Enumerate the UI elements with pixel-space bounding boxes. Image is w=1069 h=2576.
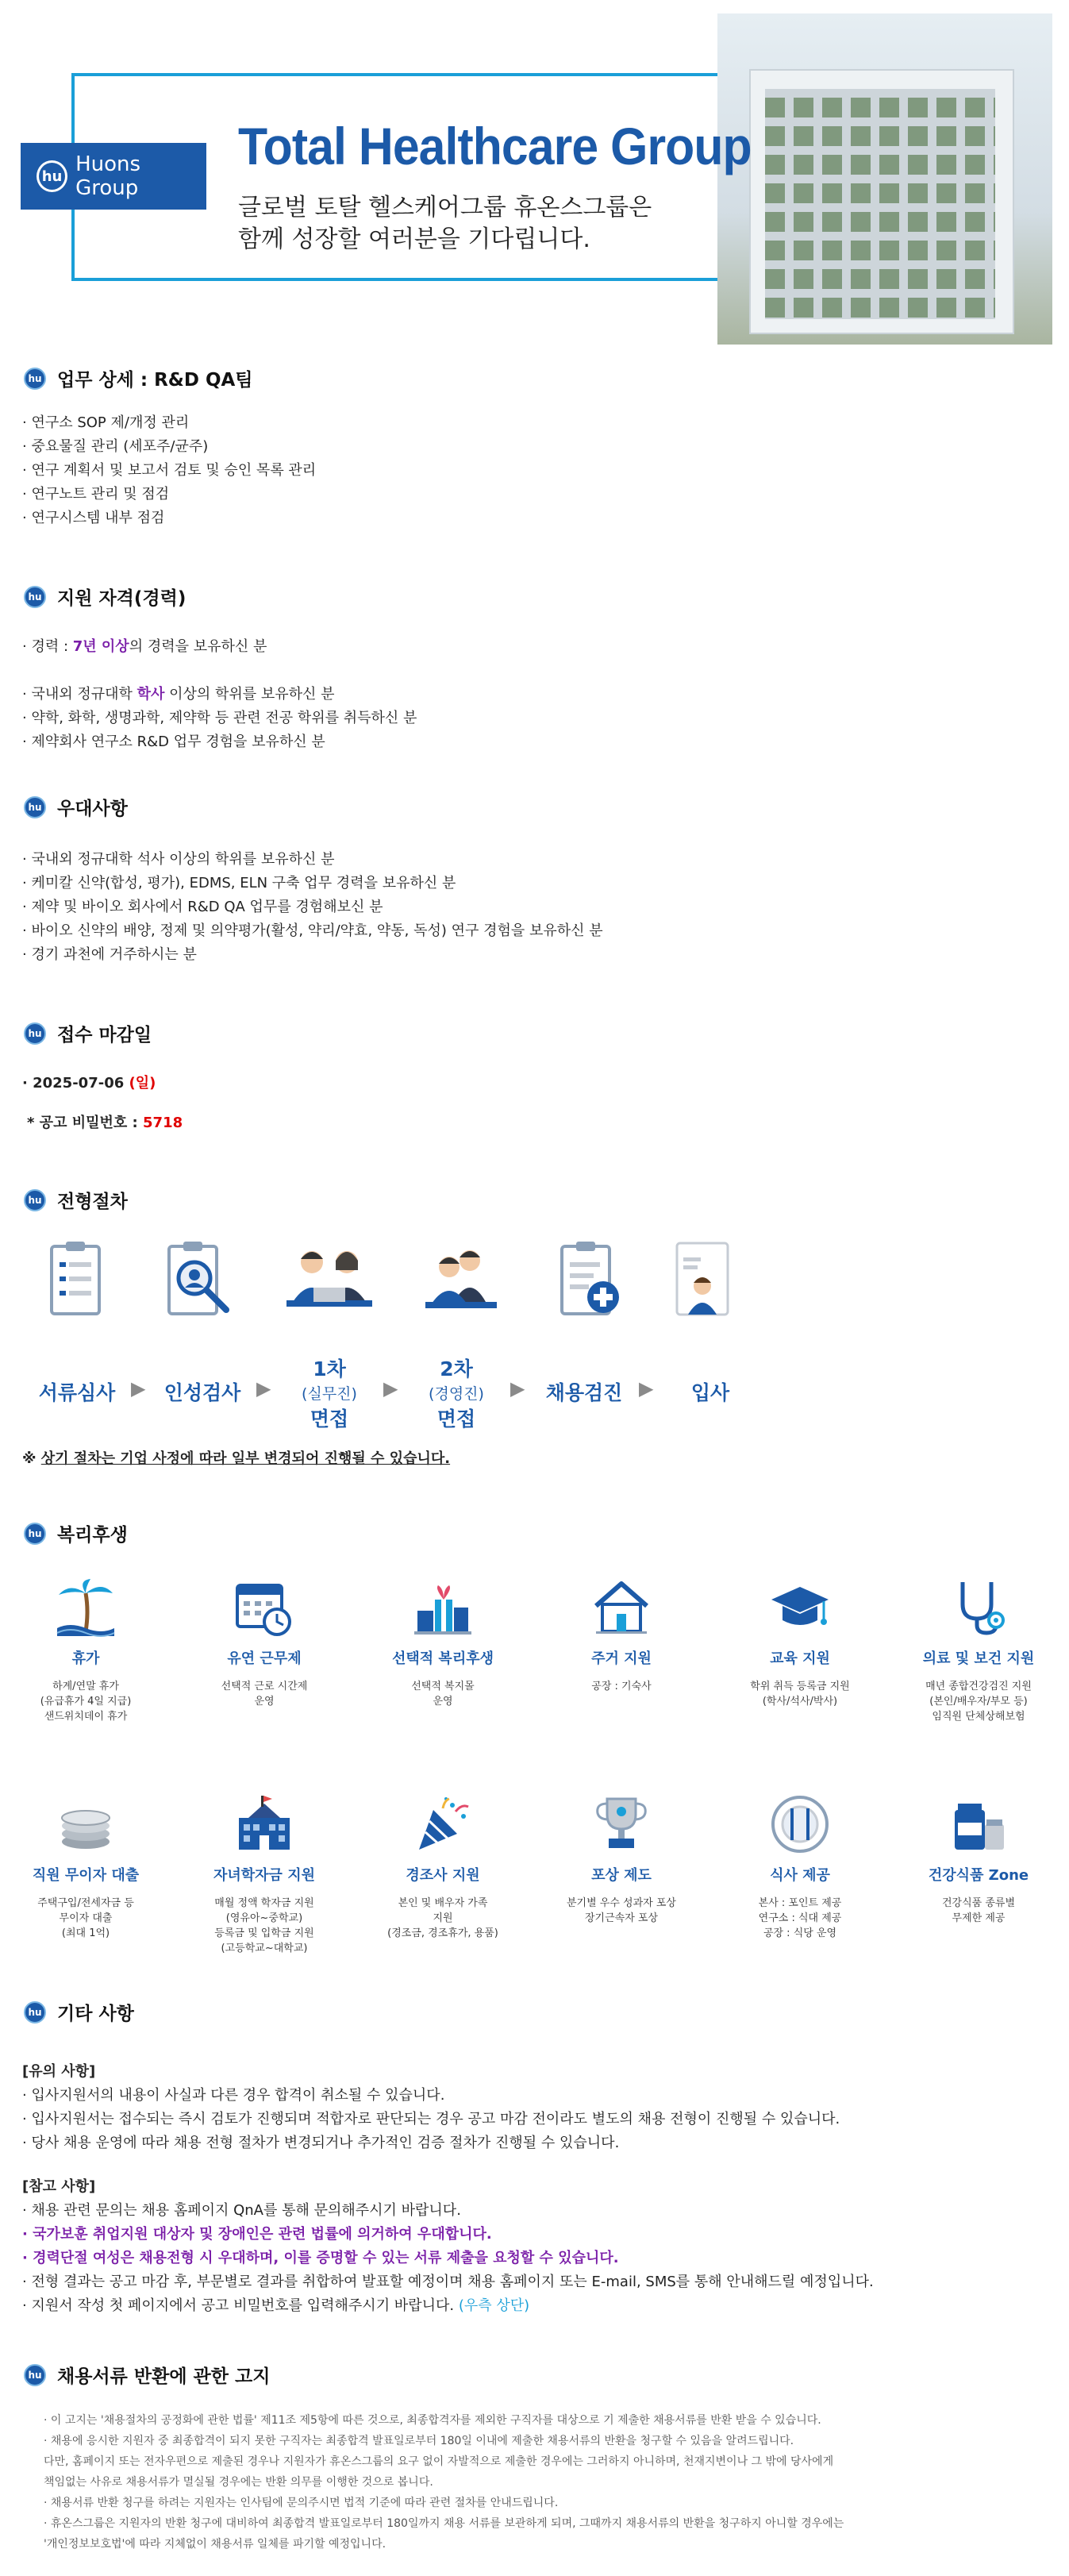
step-arrow: ▶	[383, 1377, 398, 1400]
section-title: 지원 자격(경력)	[57, 588, 186, 609]
job-item: · 연구소 SOP 제/개정 관리	[22, 414, 190, 431]
section-title: 접수 마감일	[57, 1025, 152, 1045]
caution-item: · 당사 채용 운영에 따라 채용 전형 절차가 변경되거나 추가적인 검증 절차가 진행될 수 있습니다.	[22, 2135, 620, 2151]
qual-item: · 약학, 화학, 생명과학, 제약학 등 관련 전공 학위를 취득하신 분	[22, 710, 417, 726]
job-item: · 중요물질 관리 (세포주/균주)	[22, 438, 209, 455]
benefit-award: 포상 제도 분기별 우수 성과자 포상 장기근속자 포상	[542, 1792, 701, 1926]
personality-test-icon	[163, 1238, 234, 1318]
medical-check-icon	[554, 1238, 625, 1318]
job-item: · 연구시스템 내부 점검	[22, 510, 165, 526]
section-etc-heading	[24, 1999, 134, 2025]
qual-degree: · 국내외 정규대학 학사 이상의 학위를 보유하신 분	[22, 686, 335, 703]
reference-heading: [참고 사항]	[22, 2178, 96, 2195]
benefit-congratulations: 경조사 지원 본인 및 배우자 가족 지원 (경조금, 경조휴가, 용품)	[363, 1792, 522, 1941]
caution-item: · 입사지원서는 접수되는 즉시 검토가 진행되며 적합자로 판단되는 경우 공고 마감 전이라도 별도의 채용 전형이 진행될 수 있습니다.	[22, 2111, 840, 2127]
logo-text: Huons Group	[75, 152, 141, 200]
notice-line: · 이 고지는 '채용절차의 공정화에 관한 법률' 제11조 제5항에 따른 것으로, 최종합격자를 제외한 구직자를 대상으로 기 제출한 채용서류를 반환 받을 수 있습니다.	[44, 2414, 821, 2427]
supplement-icon	[947, 1792, 1010, 1856]
step-arrow: ▶	[256, 1377, 271, 1400]
section-icon: hu	[24, 2364, 46, 2386]
notice-line: · 채용서류 반환 청구를 하려는 지원자는 인사팀에 문의주시면 법적 기준에 따라 관련 절차를 안내드립니다.	[44, 2497, 559, 2509]
section-welfare-heading	[24, 1520, 128, 1546]
document-review-icon	[40, 1238, 111, 1318]
coins-icon	[54, 1792, 117, 1856]
section-icon: hu	[24, 796, 46, 818]
section-title: 채용서류 반환에 관한 고지	[57, 2366, 271, 2387]
qual-career: · 경력 : 7년 이상의 경력을 보유하신 분	[22, 638, 267, 655]
benefit-vacation: 휴가 하계/연말 휴가 (유급휴가 4일 지급) 샌드위치데이 휴가	[6, 1576, 165, 1724]
step-personality-test: 인성검사	[163, 1381, 241, 1404]
benefit-meal: 식사 제공 본사 : 포인트 제공 연구소 : 식대 제공 공장 : 식당 운영	[721, 1792, 879, 1941]
benefit-health-food: 건강식품 Zone 건강식품 종류별 무제한 제공	[899, 1792, 1058, 1926]
calendar-clock-icon	[233, 1576, 296, 1639]
notice-line: '개인정보보호법'에 따라 지체없이 채용서류 일체를 파기할 예정입니다.	[44, 2538, 386, 2551]
pref-item: · 제약 및 바이오 회사에서 R&D QA 업무를 경험해보신 분	[22, 899, 383, 915]
reference-item: · 채용 관련 문의는 채용 홈페이지 QnA를 통해 문의해주시기 바랍니다.	[22, 2202, 461, 2219]
section-process-heading	[24, 1187, 128, 1213]
pref-item: · 경기 과천에 거주하시는 분	[22, 946, 197, 963]
stethoscope-icon	[947, 1576, 1010, 1639]
benefit-housing: 주거 지원 공장 : 기숙사	[542, 1576, 701, 1694]
section-title: 전형절차	[57, 1192, 128, 1212]
section-deadline-heading	[24, 1020, 152, 1046]
section-title: 기타 사항	[57, 2004, 134, 2024]
top-banner	[0, 0, 1069, 349]
house-icon	[590, 1576, 653, 1639]
section-icon: hu	[24, 368, 46, 390]
building-photo	[717, 13, 1052, 345]
banner-subtitle-1: 글로벌 토탈 헬스케어그룹 휴온스그룹은	[238, 194, 652, 221]
gift-icon	[411, 1576, 475, 1639]
party-icon	[411, 1792, 475, 1856]
step-arrow: ▶	[639, 1377, 654, 1400]
benefit-child-tuition: 자녀학자금 지원 매월 정액 학자금 지원 (영유아~중학교) 등록금 및 입학금 지원 (고등학교~대학교)	[185, 1792, 344, 1956]
step-arrow: ▶	[131, 1377, 146, 1400]
caution-item: · 입사지원서의 내용이 사실과 다른 경우 합격이 취소될 수 있습니다.	[22, 2087, 445, 2104]
caution-heading: [유의 사항]	[22, 2063, 96, 2080]
banner-subtitle-2: 함께 성장할 여러분을 기다립니다.	[238, 225, 590, 253]
benefit-loan: 직원 무이자 대출 주택구입/전세자금 등 무이자 대출 (최대 1억)	[6, 1792, 165, 1941]
process-note: ※ 상기 절차는 기업 사정에 따라 일부 변경되어 진행될 수 있습니다.	[22, 1450, 451, 1467]
notice-line: · 휴온스그룹은 지원자의 반환 청구에 대비하여 최종합격 발표일로부터 180일까지 채용 서류를 보관하게 되며, 그때까지 채용서류의 반환을 청구하지 아니할 경우에는	[44, 2517, 844, 2530]
section-notice-heading	[24, 2362, 270, 2388]
reference-item: · 지원서 작성 첫 페이지에서 공고 비밀번호를 입력해주시기 바랍니다. (우측 상단)	[22, 2297, 530, 2314]
section-job-heading	[24, 365, 253, 391]
notice-line: · 채용에 응시한 지원자 중 최종합격이 되지 못한 구직자는 최종합격 발표일로부터 180일 이내에 제출한 채용서류의 반환을 청구할 수 있음을 알려드립니다.	[44, 2435, 794, 2447]
graduation-cap-icon	[768, 1576, 832, 1639]
reference-item: · 경력단절 여성은 채용전형 시 우대하며, 이를 증명할 수 있는 서류 제출을 요청할 수 있습니다.	[22, 2250, 619, 2266]
deadline-date: · 2025-07-06 (일)	[22, 1075, 156, 1092]
step-join: 입사	[690, 1381, 730, 1404]
top-right-link[interactable]: (우측 상단)	[458, 2297, 530, 2314]
huons-logo	[21, 143, 206, 210]
step-arrow: ▶	[510, 1377, 525, 1400]
benefit-education: 교육 지원 학위 취득 등록금 지원 (학사/석사/박사)	[721, 1576, 879, 1709]
notice-line: 책임없는 사유로 채용서류가 멸실될 경우에는 반환 의무를 이행한 것으로 봅니다.	[44, 2476, 433, 2489]
section-icon: hu	[24, 1189, 46, 1211]
job-item: · 연구 계획서 및 보고서 검토 및 승인 목록 관리	[22, 462, 317, 479]
school-icon	[233, 1792, 296, 1856]
reference-item: · 국가보훈 취업지원 대상자 및 장애인은 관련 법률에 의거하여 우대합니다.	[22, 2226, 492, 2243]
section-title: 우대사항	[57, 799, 128, 819]
pref-item: · 바이오 신약의 배양, 정제 및 의약평가(활성, 약리/약효, 약동, 독성) 연구 경험을 보유하신 분	[22, 922, 603, 939]
pref-item: · 국내외 정규대학 석사 이상의 학위를 보유하신 분	[22, 851, 335, 868]
step-second-interview: 2차 (경영진) 면접	[429, 1357, 484, 1430]
benefit-selective-welfare: 선택적 복리후생 선택적 복지몰 운영	[363, 1576, 522, 1709]
section-icon: hu	[24, 586, 46, 608]
onboarding-icon	[671, 1238, 734, 1318]
section-title: 업무 상세 : R&D QA팀	[57, 370, 253, 391]
posting-password: * 공고 비밀번호 : 5718	[27, 1115, 183, 1131]
section-icon: hu	[24, 1022, 46, 1045]
section-pref-heading	[24, 794, 128, 820]
step-medical-check: 채용검진	[545, 1381, 623, 1404]
section-icon: hu	[24, 2001, 46, 2023]
notice-line: 다만, 홈페이지 또는 전자우편으로 제출된 경우나 지원자가 휴온스그룹의 요구 없이 자발적으로 제출한 경우에는 그러하지 아니하며, 천재지변이나 그 밖에 당사에게	[44, 2455, 834, 2468]
palm-icon	[54, 1576, 117, 1639]
benefit-medical: 의료 및 보건 지원 매년 종합건강검진 지원 (본인/배우자/부모 등) 임직원 단체상해보험	[899, 1576, 1058, 1724]
meal-icon	[768, 1792, 832, 1856]
logo-mark: hu	[37, 160, 67, 192]
qual-item: · 제약회사 연구소 R&D 업무 경험을 보유하신 분	[22, 734, 325, 750]
first-interview-icon	[282, 1238, 377, 1318]
section-icon: hu	[24, 1523, 46, 1545]
second-interview-icon	[421, 1238, 500, 1318]
pref-item: · 케미칼 신약(합성, 평가), EDMS, ELN 구축 업무 경력을 보유하신 분	[22, 875, 456, 891]
reference-item: · 전형 결과는 공고 마감 후, 부문별로 결과를 취합하여 발표할 예정이며 채용 홈페이지 또는 E-mail, SMS를 통해 안내해드릴 예정입니다.	[22, 2274, 874, 2290]
step-document-review: 서류심사	[38, 1381, 116, 1404]
section-qual-heading	[24, 583, 186, 610]
job-item: · 연구노트 관리 및 점검	[22, 486, 170, 502]
benefit-flexible-work: 유연 근무제 선택적 근로 시간제 운영	[185, 1576, 344, 1709]
section-title: 복리후생	[57, 1525, 128, 1546]
trophy-icon	[590, 1792, 653, 1856]
step-first-interview: 1차 (실무진) 면접	[302, 1357, 357, 1430]
banner-title: Total Healthcare Group	[238, 117, 752, 175]
